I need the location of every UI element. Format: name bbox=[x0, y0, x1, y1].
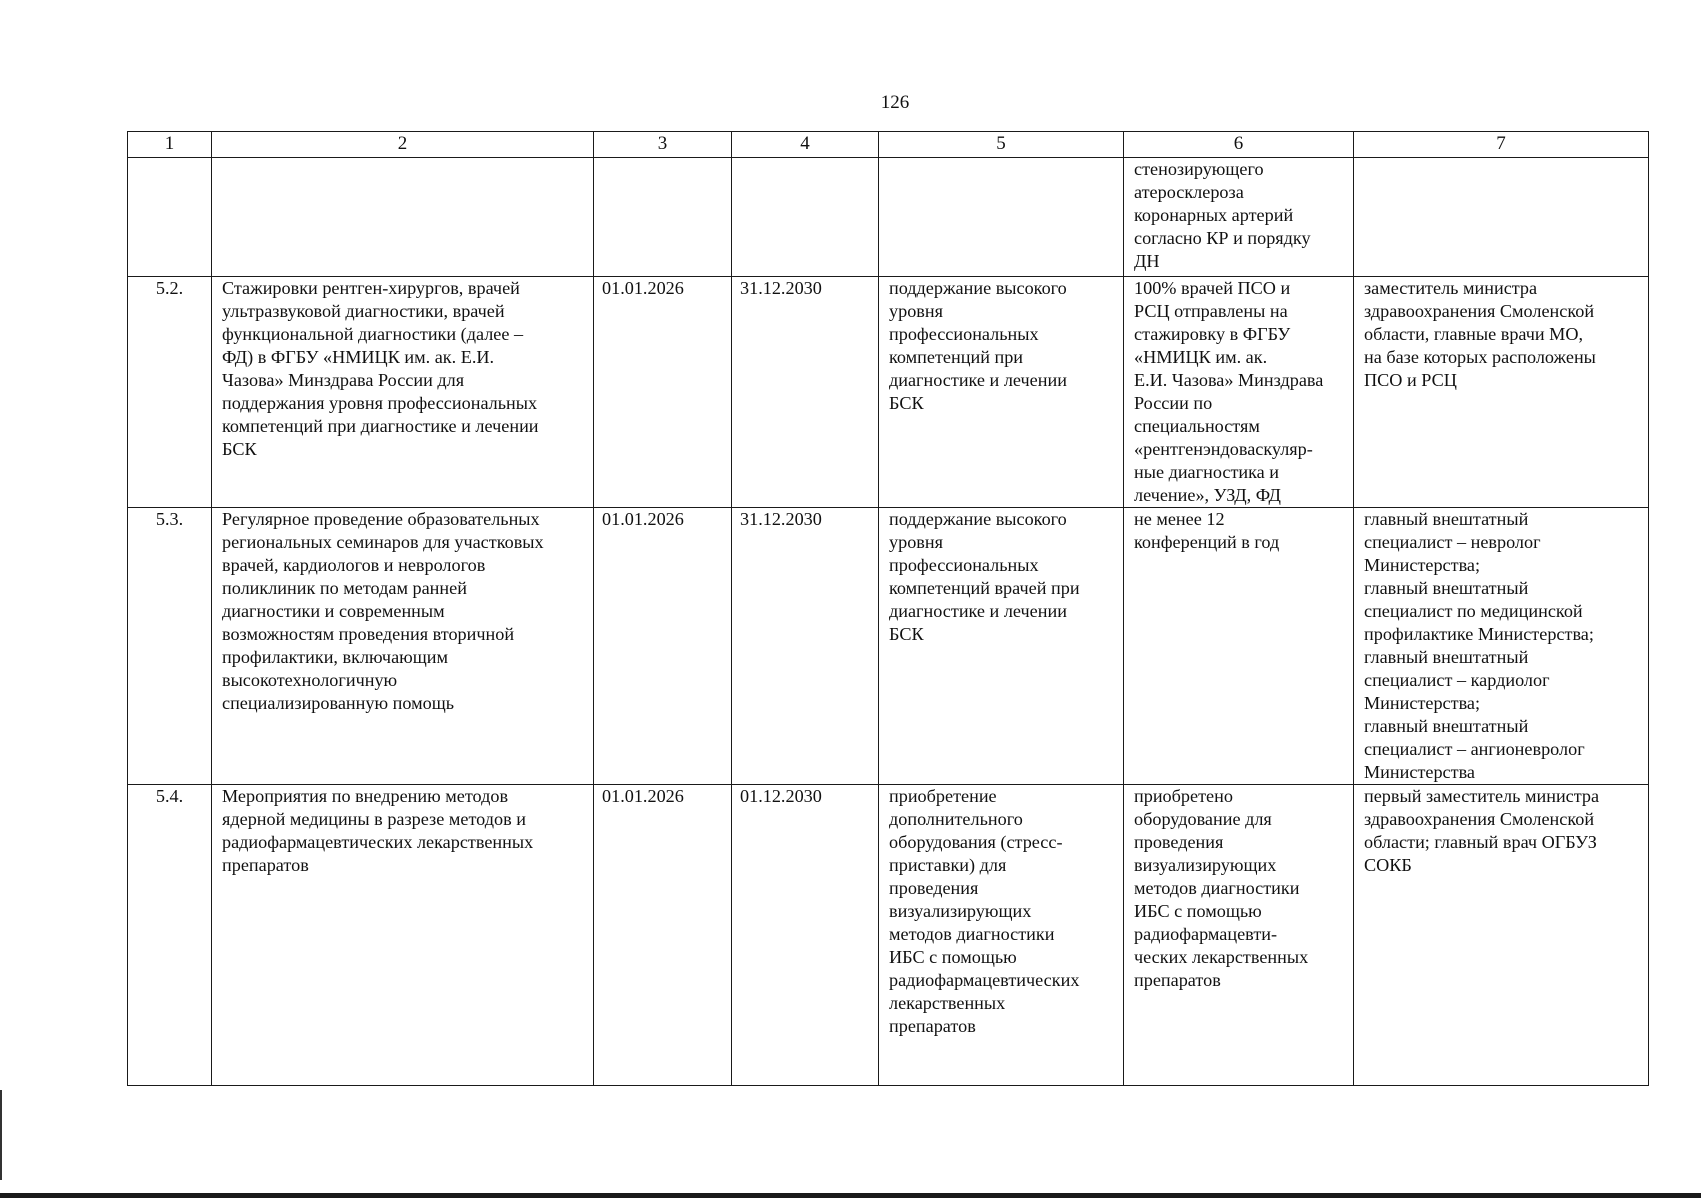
scan-edge-mark bbox=[0, 1090, 2, 1180]
page-number: 126 bbox=[880, 92, 910, 113]
table-row bbox=[128, 785, 1649, 1086]
column-header: 7 bbox=[1354, 132, 1649, 158]
column-header: 1 bbox=[128, 132, 212, 158]
table-row bbox=[128, 508, 1649, 785]
column-header: 4 bbox=[732, 132, 879, 158]
row-number: 5.4. bbox=[128, 785, 212, 1086]
end-date: 31.12.2030 bbox=[732, 277, 879, 508]
column-header: 2 bbox=[212, 132, 594, 158]
responsible-cell: заместитель министра здравоохранения Смоленской области, главные врачи МО, на базе которых расположены ПСО и РСЦ bbox=[1354, 277, 1649, 508]
result-cell: 100% врачей ПСО и РСЦ отправлены на стажировку в ФГБУ «НМИЦК им. ак. Е.И. Чазова» Минздрава России по специальностям «рентгенэндоваскуляр- ные диагностика и лечение», УЗД, ФД bbox=[1124, 277, 1354, 508]
start-date: 01.01.2026 bbox=[594, 785, 732, 1086]
column-header: 5 bbox=[879, 132, 1124, 158]
start-date: 01.01.2026 bbox=[594, 277, 732, 508]
end-date: 01.12.2030 bbox=[732, 785, 879, 1086]
table-cell bbox=[879, 158, 1124, 277]
responsible-cell: главный внештатный специалист – невролог Министерства; главный внештатный специалист по медицинской профилактике Министерства; главный внештатный специалист – кардиолог Министерства; главный внештатный специалист – ангионевролог Министерства bbox=[1354, 508, 1649, 785]
table-cell bbox=[732, 158, 879, 277]
table-cell bbox=[594, 158, 732, 277]
bottom-rule bbox=[0, 1193, 1701, 1198]
column-number-row bbox=[128, 132, 1649, 158]
continuation-row bbox=[128, 158, 1649, 277]
goal-cell: поддержание высокого уровня профессиональных компетенций врачей при диагностике и лечении БСК bbox=[879, 508, 1124, 785]
responsible-cell: первый заместитель министра здравоохранения Смоленской области; главный врач ОГБУЗ СОКБ bbox=[1354, 785, 1649, 1086]
result-cell: приобретено оборудование для проведения визуализирующих методов диагностики ИБС с помощью радиофармацевти- ческих лекарственных препаратов bbox=[1124, 785, 1354, 1086]
row-number: 5.2. bbox=[128, 277, 212, 508]
row-number: 5.3. bbox=[128, 508, 212, 785]
table-cell bbox=[128, 158, 212, 277]
column-header: 3 bbox=[594, 132, 732, 158]
table-cell bbox=[1354, 158, 1649, 277]
measure-name: Стажировки рентген-хирургов, врачей ультразвуковой диагностики, врачей функциональной диагностики (далее – ФД) в ФГБУ «НМИЦК им. ак. Е.И. Чазова» Минздрава России для поддержания уровня профессиональных компетенций при диагностике и лечении БСК bbox=[212, 277, 594, 508]
column-header: 6 bbox=[1124, 132, 1354, 158]
goal-cell: поддержание высокого уровня профессиональных компетенций при диагностике и лечении БСК bbox=[879, 277, 1124, 508]
start-date: 01.01.2026 bbox=[594, 508, 732, 785]
measures-table bbox=[127, 131, 1649, 1086]
table-cell bbox=[212, 158, 594, 277]
table-row bbox=[128, 277, 1649, 508]
result-cell: не менее 12 конференций в год bbox=[1124, 508, 1354, 785]
goal-cell: приобретение дополнительного оборудования (стресс- приставки) для проведения визуализирующих методов диагностики ИБС с помощью радиофармацевтических лекарственных препаратов bbox=[879, 785, 1124, 1086]
end-date: 31.12.2030 bbox=[732, 508, 879, 785]
measure-name: Мероприятия по внедрению методов ядерной медицины в разрезе методов и радиофармацевтических лекарственных препаратов bbox=[212, 785, 594, 1086]
measure-name: Регулярное проведение образовательных региональных семинаров для участковых врачей, кардиологов и неврологов поликлиник по методам ранней диагностики и современным возможностям проведения вторичной профилактики, включающим высокотехнологичную специализированную помощь bbox=[212, 508, 594, 785]
result-cell: стенозирующего атеросклероза коронарных артерий согласно КР и порядку ДН bbox=[1124, 158, 1354, 277]
